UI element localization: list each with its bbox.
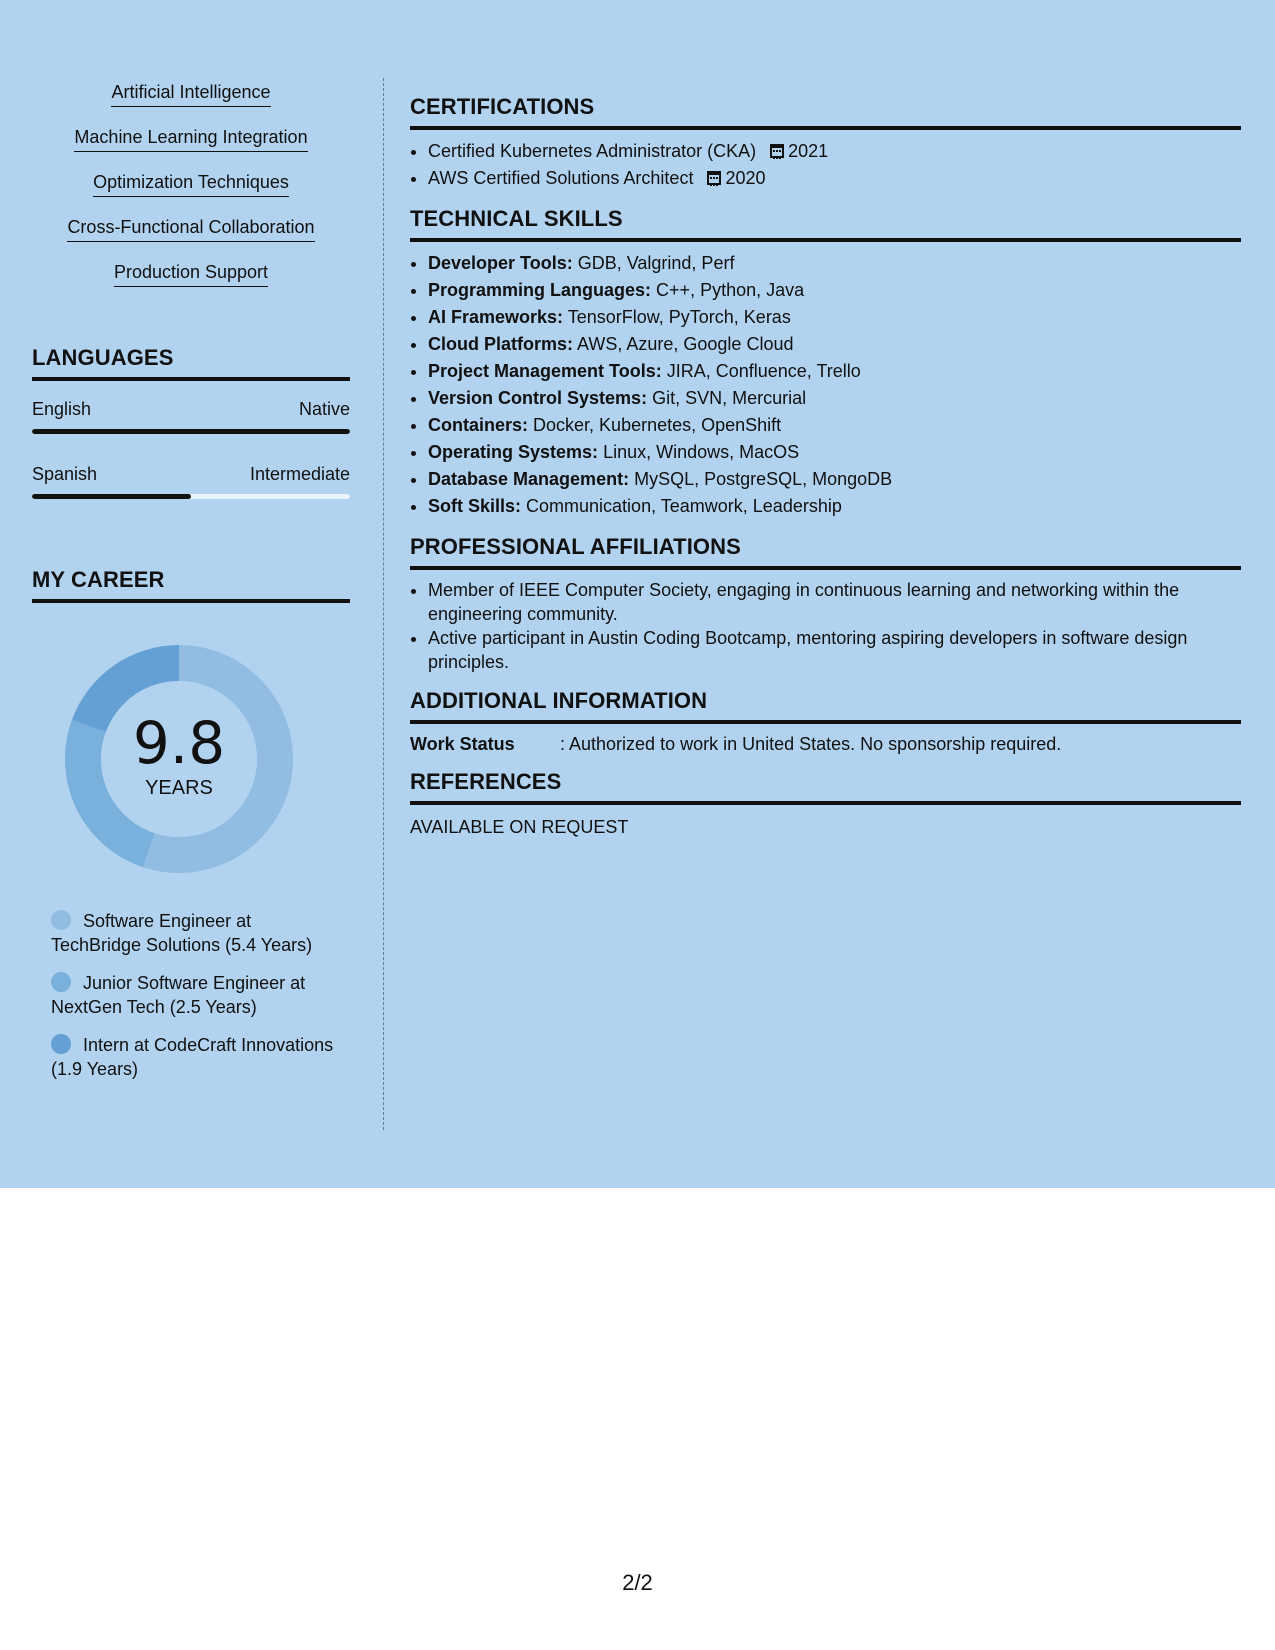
calendar-icon (770, 144, 784, 158)
language-item (32, 399, 350, 434)
certification-item (428, 165, 1241, 192)
certification-year: 2021 (788, 141, 829, 161)
skill-label: Cloud Platforms: (428, 334, 574, 354)
skill-label: Version Control Systems: (428, 388, 648, 408)
language-name: Spanish (32, 464, 98, 484)
language-name: English (32, 399, 92, 419)
skill-item (428, 466, 1241, 493)
language-item (32, 464, 350, 499)
skill-value: Communication, Teamwork, Leadership (526, 496, 842, 516)
skill-tag: Production Support (114, 260, 268, 287)
certifications-list (410, 138, 1241, 192)
legend-dot (51, 1034, 71, 1054)
skill-label: Programming Languages: (428, 280, 652, 300)
language-level: Native (298, 399, 350, 419)
references-title: REFERENCES (410, 769, 1241, 805)
legend-item (51, 909, 341, 957)
left-column (32, 80, 350, 1095)
skill-item (428, 277, 1241, 304)
language-proficiency-fill (32, 429, 350, 434)
skill-item (428, 439, 1241, 466)
skill-item (428, 250, 1241, 277)
skill-label: AI Frameworks: (428, 307, 564, 327)
skill-item (428, 304, 1241, 331)
skill-item (428, 493, 1241, 520)
affiliation-item: • Active participant in Austin Coding Bootcamp, mentoring aspiring developers in software design principles. (428, 626, 1241, 674)
references-text: AVAILABLE ON REQUEST (410, 817, 629, 837)
skill-tag: Cross-Functional Collaboration (67, 215, 314, 242)
skill-item (428, 358, 1241, 385)
skill-value: JIRA, Confluence, Trello (666, 361, 861, 381)
work-status-row (410, 734, 1241, 755)
technical-skills-title: TECHNICAL SKILLS (410, 206, 1241, 242)
skill-item (428, 331, 1241, 358)
skill-item (428, 385, 1241, 412)
skill-value: Linux, Windows, MacOS (603, 442, 800, 462)
language-proficiency-fill (32, 494, 191, 499)
affiliations-section (410, 534, 1241, 674)
languages-section (32, 345, 350, 499)
skill-label: Operating Systems: (428, 442, 599, 462)
skill-label: Database Management: (428, 469, 630, 489)
references-section (410, 769, 1241, 838)
legend-dot (51, 910, 71, 930)
skill-value: GDB, Valgrind, Perf (577, 253, 735, 273)
certifications-title: CERTIFICATIONS (410, 94, 1241, 130)
skill-value: Git, SVN, Mercurial (652, 388, 807, 408)
skill-label: Soft Skills: (428, 496, 522, 516)
skill-label: Containers: (428, 415, 529, 435)
language-level: Intermediate (249, 464, 350, 484)
skill-item (428, 412, 1241, 439)
calendar-icon (707, 171, 721, 185)
career-section (32, 567, 350, 1081)
skill-tag: Optimization Techniques (93, 170, 289, 197)
legend-label: Intern at CodeCraft Innovations (1.9 Years) (51, 1035, 334, 1079)
legend-label: Junior Software Engineer at NextGen Tech (2.5 Years) (51, 973, 306, 1017)
career-title: MY CAREER (32, 567, 350, 603)
additional-info-section (410, 688, 1241, 755)
skill-value: MySQL, PostgreSQL, MongoDB (634, 469, 893, 489)
skill-tags (32, 80, 350, 305)
legend-item (51, 971, 341, 1019)
legend-item (51, 1033, 341, 1081)
skill-label: Developer Tools: (428, 253, 573, 273)
legend-label: Software Engineer at TechBridge Solutions (5.4 Years) (51, 911, 313, 955)
certification-name: Certified Kubernetes Administrator (CKA) (428, 141, 757, 161)
additional-info-title: ADDITIONAL INFORMATION (410, 688, 1241, 724)
skill-tag: Machine Learning Integration (74, 125, 307, 152)
certification-item (428, 138, 1241, 165)
legend-dot (51, 972, 71, 992)
skill-label: Project Management Tools: (428, 361, 662, 381)
right-column (410, 94, 1241, 852)
skill-value: TensorFlow, PyTorch, Keras (567, 307, 791, 327)
certification-year: 2020 (725, 168, 766, 188)
affiliation-item: • Member of IEEE Computer Society, engaging in continuous learning and networking within the engineering community. (428, 578, 1241, 626)
certifications-section (410, 94, 1241, 192)
affiliations-title: PROFESSIONAL AFFILIATIONS (410, 534, 1241, 570)
skill-tag: Artificial Intelligence (111, 80, 270, 107)
work-status-value: : Authorized to work in United States. No sponsorship required. (560, 734, 1062, 754)
skill-value: AWS, Azure, Google Cloud (577, 334, 794, 354)
work-status-label: Work Status (410, 734, 515, 754)
page-number: 2/2 (622, 1570, 653, 1595)
certification-name: AWS Certified Solutions Architect (428, 168, 694, 188)
technical-skills-section (410, 206, 1241, 520)
career-total-years: 9.8 (132, 709, 226, 777)
languages-title: LANGUAGES (32, 345, 350, 381)
skill-value: Docker, Kubernetes, OpenShift (533, 415, 782, 435)
language-proficiency-bar (32, 494, 350, 499)
career-total-unit: YEARS (145, 777, 213, 799)
column-divider (383, 78, 384, 1130)
career-donut-chart (65, 645, 293, 873)
language-proficiency-bar (32, 429, 350, 434)
career-legend (51, 909, 341, 1081)
skill-value: C++, Python, Java (656, 280, 805, 300)
technical-skills-list (410, 250, 1241, 520)
affiliations-list (410, 578, 1241, 674)
